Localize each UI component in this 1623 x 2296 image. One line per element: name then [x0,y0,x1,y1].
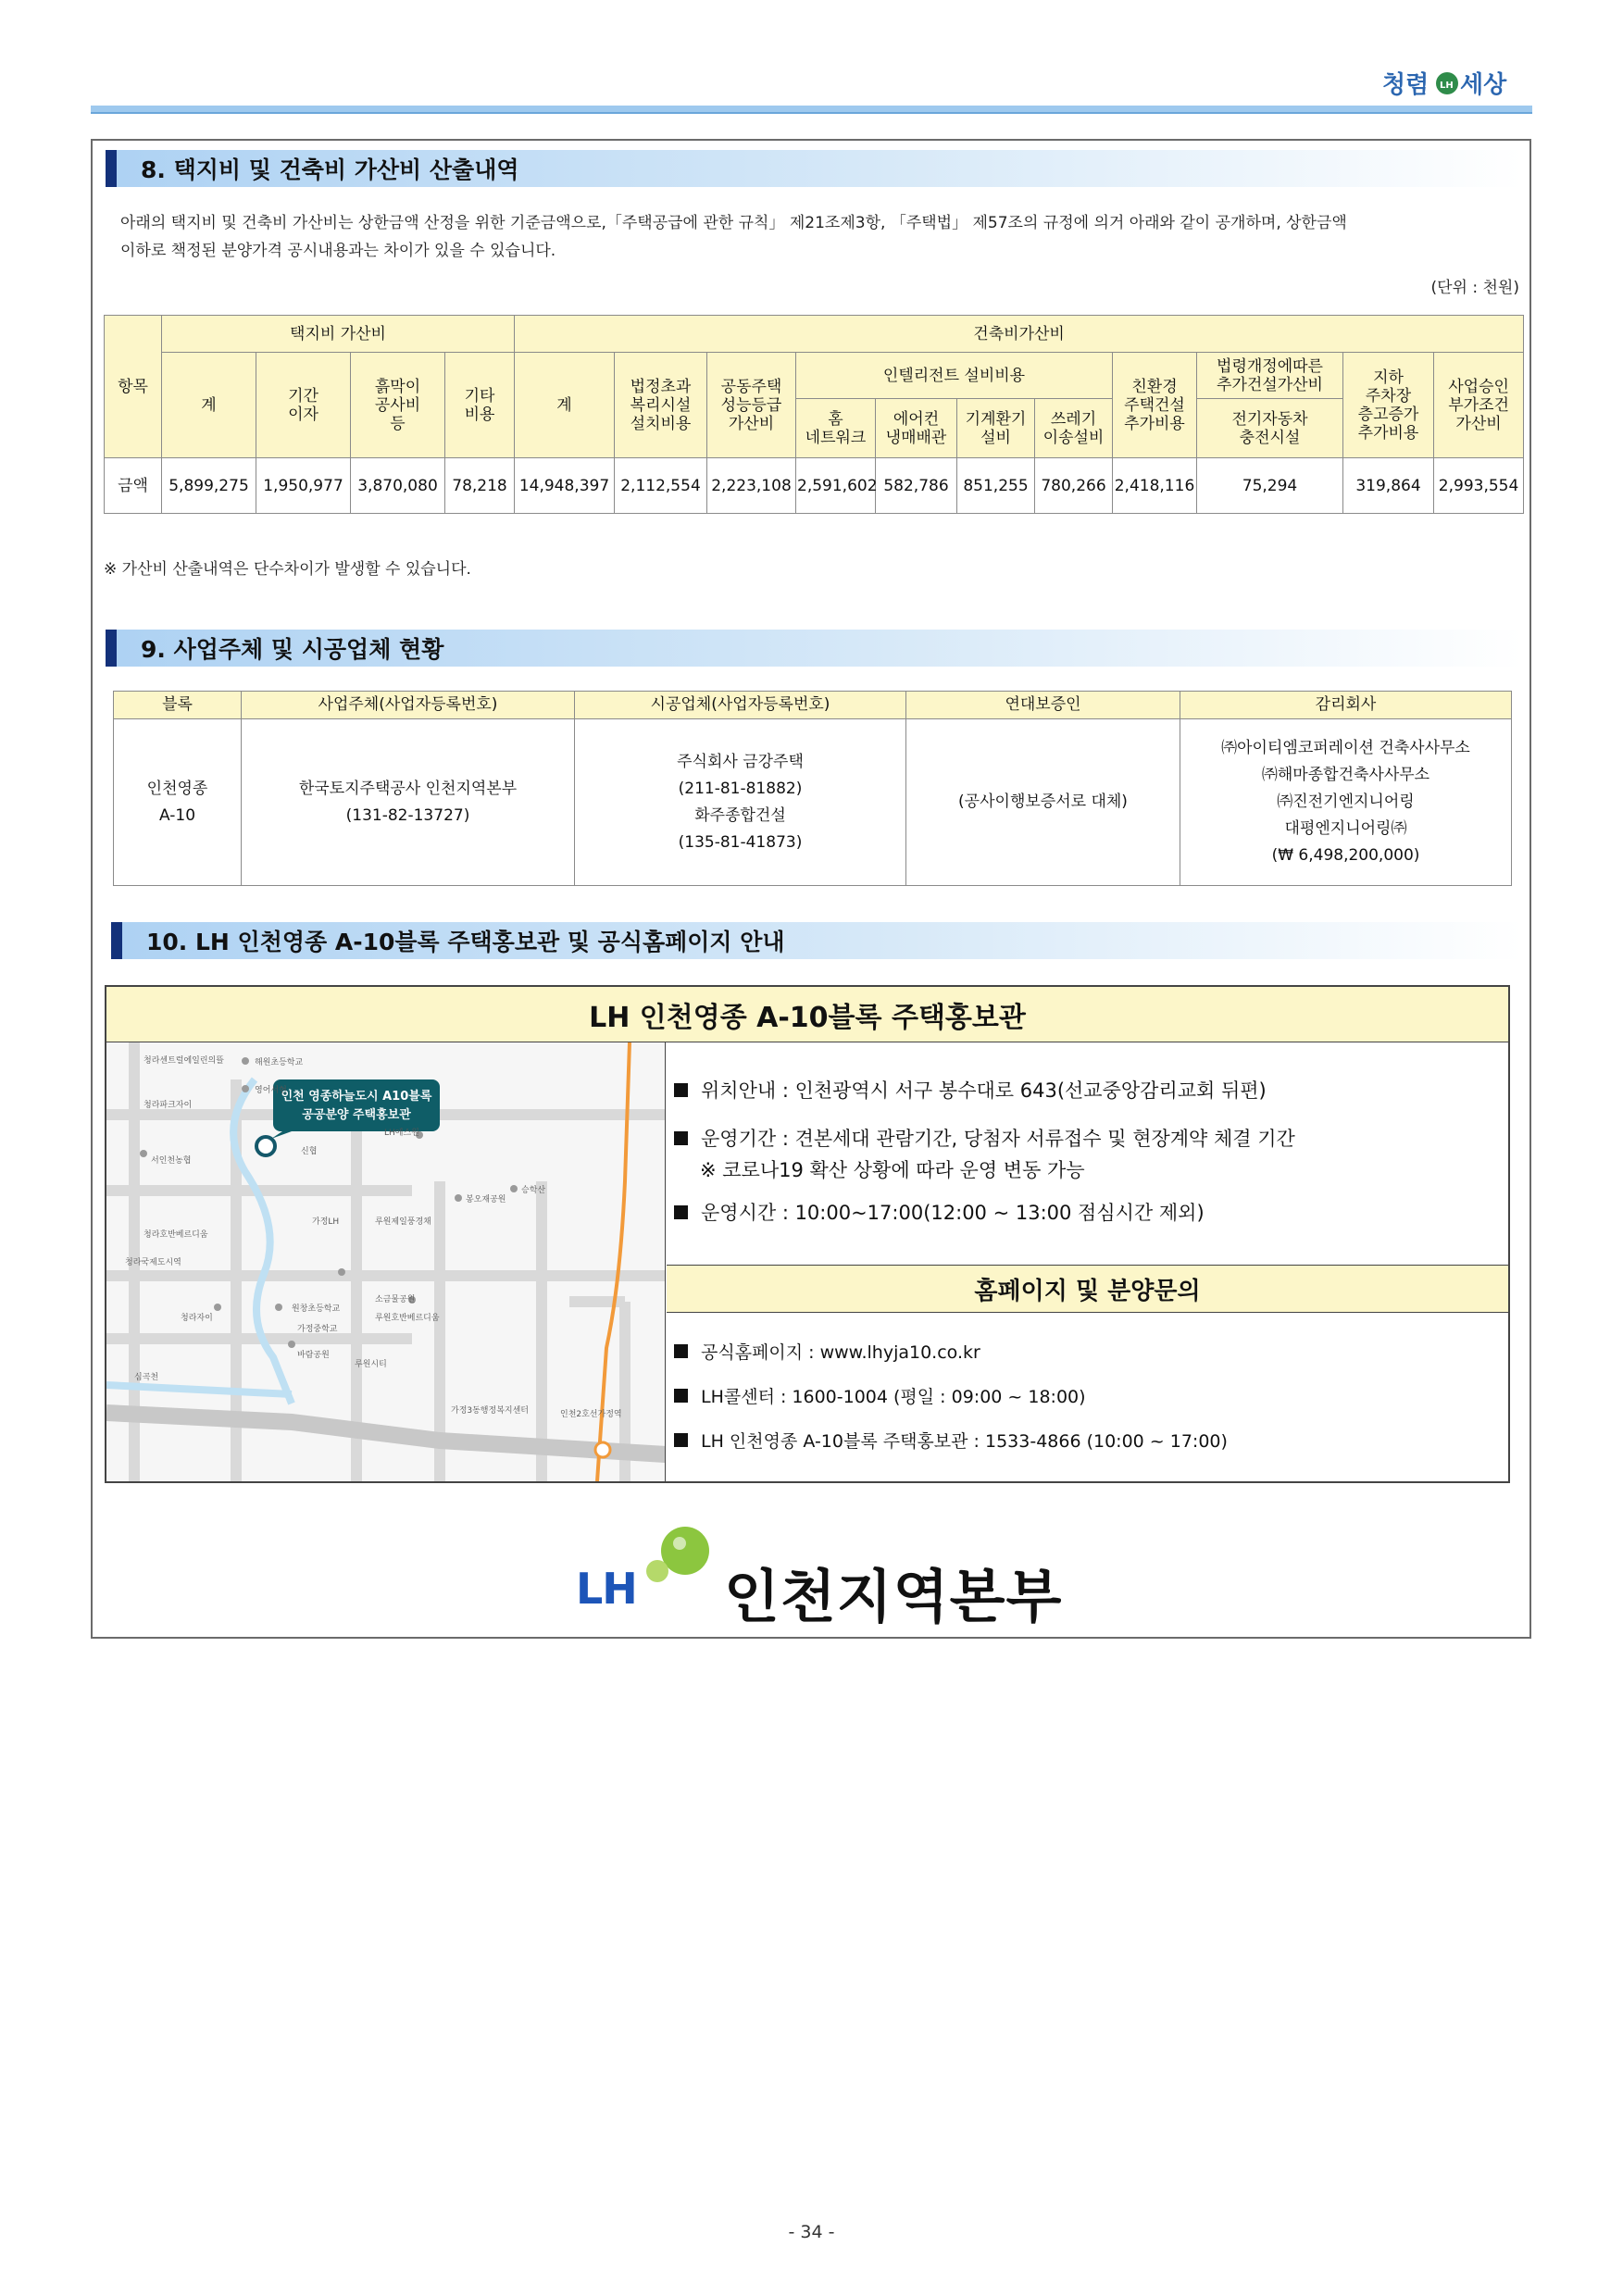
section9-title: 9. 사업주체 및 시공업체 현황 [117,630,1522,667]
brand-name: 인천지역본부 [724,1563,1063,1630]
paragraph-line: 이하로 책정된 분양가격 공시내용과는 차이가 있을 수 있습니다. [120,242,556,260]
value-cell: 2,112,554 [615,458,707,514]
map-label: 루원제일풍경채 [375,1217,431,1227]
ev-charger-header: 전기자동차 충전시설 [1197,399,1343,458]
law-change-header: 법령개정에따른 추가건설가산비 [1197,353,1343,399]
svg-text:LH: LH [1440,81,1454,91]
item-header: 항목 [105,316,162,458]
heading-marker [106,630,117,667]
bullet-icon [674,1433,688,1447]
unit-label: (단위 : 천원) [1430,279,1519,297]
block-header: 블록 [114,692,242,719]
value-cell: 319,864 [1343,458,1434,514]
value-cell: 5,899,275 [162,458,256,514]
section8-title: 8. 택지비 및 건축비 가산비 산출내역 [117,150,1522,187]
callcenter-line [674,1383,1086,1408]
approval-condition-header: 사업승인 부가조건 가산비 [1434,353,1524,458]
map-label: 승학산 [521,1186,546,1195]
location-line [674,1076,1267,1104]
supervisor-line: (₩ 6,498,200,000) [1271,846,1420,865]
supervisor-header: 감리회사 [1180,692,1512,719]
earth-retaining-header: 흙막이 공사비 등 [351,353,445,458]
map-label: 원창초등학교 [292,1304,341,1314]
map-label: 청라센트럴에일린의뜰 [144,1056,224,1066]
promo-phone-text: LH 인천영종 A-10블록 주택홍보관 : 1533-4866 (10:00 ~ 17:00) [701,1431,1228,1452]
value-cell: 3,870,080 [351,458,445,514]
map-graphic [106,1042,666,1481]
row-label: 금액 [105,458,162,514]
bullet-icon [674,1131,688,1145]
promo-box-title: LH 인천영종 A-10블록 주택홍보관 [106,987,1508,1042]
integrity-logo [1380,61,1519,104]
value-cell: 78,218 [445,458,515,514]
homepage-text[interactable]: 공식홈페이지 : www.lhyja10.co.kr [701,1342,980,1363]
promo-box [105,985,1510,1483]
svg-text:청렴: 청렴 [1382,71,1429,99]
business-table [113,691,1512,886]
builder-line: (211-81-81882) [678,779,803,798]
map-label: LH에스원 [384,1129,419,1138]
hours-text: 운영시간 : 10:00~17:00(12:00 ~ 13:00 점심시간 제외) [701,1202,1205,1224]
supervisor-line: ㈜진전기엔지니어링 [1277,792,1415,811]
block-line: A-10 [158,805,196,825]
location-text: 위치안내 : 인천광역시 서구 봉수대로 643(선교중앙감리교회 뒤편) [701,1079,1267,1102]
map-label: 소금물공원 [375,1295,416,1304]
map-label: 해원초등학교 [255,1058,304,1067]
supervisor-cell [1180,719,1512,886]
paragraph-line: 아래의 택지비 및 건축비 가산비는 상한금액 산정을 위한 기준금액으로,「주택공급에 관한 규칙」 제21조제3항, 「주택법」 제57조의 규정에 의거 아래와 같이 공개하며, 상한금액 [120,214,1347,232]
map-label: 루원시티 [355,1360,387,1369]
contact-title: 홈페이지 및 분양문의 [667,1265,1508,1313]
bullet-icon [674,1389,688,1403]
developer-line: (131-82-13727) [345,805,470,825]
map-label: 청라자이 [181,1314,213,1323]
parking-height-header: 지하 주차장 층고증가 추가비용 [1343,353,1434,458]
developer-header: 사업주체(사업자등록번호) [242,692,575,719]
intelligent-group-header: 인텔리전트 설비비용 [796,353,1113,399]
value-cell: 75,294 [1197,458,1343,514]
brand-lh-text: LH [576,1564,637,1614]
aircon-pipe-header: 에어컨 냉매배관 [876,399,957,458]
location-map [106,1042,666,1481]
heading-marker [111,922,122,959]
map-label: 청라파크자이 [144,1101,193,1110]
section8-paragraph [120,209,1528,265]
value-cell: 851,255 [957,458,1035,514]
supervisor-line: 대평엔지니어링㈜ [1284,819,1407,838]
section8-heading [106,150,1522,187]
section10-heading [111,922,1522,959]
value-cell: 780,266 [1035,458,1113,514]
integrity-logo-icon [1380,61,1519,104]
map-label: 영어서현 [255,1086,287,1095]
map-label: 서인천농협 [151,1156,192,1166]
period-line [674,1124,1295,1152]
period-text: 운영기간 : 견본세대 관람기간, 당첨자 서류접수 및 현장계약 체결 기간 [701,1128,1295,1150]
callcenter-text: LH콜센터 : 1600-1004 (평일 : 09:00 ~ 18:00) [701,1387,1086,1407]
lh-leaf-icon [643,1523,717,1588]
performance-grade-header: 공동주택 성능등급 가산비 [707,353,796,458]
map-label: 봉오재공원 [466,1195,506,1204]
developer-line: 한국토지주택공사 인천지역본부 [298,779,518,798]
promo-phone-line [674,1428,1228,1453]
build-total-header: 계 [515,353,615,458]
land-group-header: 택지비 가산비 [162,316,515,353]
section9-heading [106,630,1522,667]
builder-line: (135-81-41873) [678,832,803,852]
guarantor-cell: (공사이행보증서로 대체) [906,719,1180,886]
guarantor-header: 연대보증인 [906,692,1180,719]
promo-info [667,1042,1508,1481]
page-number: - 34 - [788,2222,835,2242]
legal-welfare-header: 법정초과 복리시설 설치비용 [615,353,707,458]
value-cell: 2,993,554 [1434,458,1524,514]
supervisor-line: ㈜아이티엠코퍼레이션 건축사사무소 [1221,739,1470,757]
lh-brand-logo [576,1523,1094,1630]
builder-header: 시공업체(사업자등록번호) [575,692,906,719]
waste-transport-header: 쓰레기 이송설비 [1035,399,1113,458]
bullet-icon [674,1344,688,1358]
map-label: 가정LH [312,1217,340,1227]
home-network-header: 홈 네트워크 [796,399,876,458]
value-cell: 2,223,108 [707,458,796,514]
map-callout-line1: 인천 영종하늘도시 A10블록 [281,1090,432,1104]
period-note: ※ 코로나19 확산 상황에 따라 운영 변동 가능 [700,1159,1085,1181]
cost-table [104,315,1524,514]
map-label: 청라국제도시역 [125,1258,181,1267]
build-group-header: 건축비가산비 [515,316,1524,353]
value-cell: 2,418,116 [1113,458,1197,514]
builder-line: 주식회사 금강주택 [677,752,804,771]
heading-marker [106,150,117,187]
value-cell: 14,948,397 [515,458,615,514]
block-cell [114,719,242,886]
block-line: 인천영종 [146,779,208,798]
map-label: 루원호반베르디움 [375,1314,440,1323]
map-label: 인천2호선가정역 [560,1410,622,1419]
interest-header: 기간 이자 [256,353,351,458]
builder-line: 화주종합건설 [694,805,786,825]
map-label: 심곡천 [134,1373,159,1382]
map-label: 청라호반베르디움 [144,1230,208,1240]
map-label: 가정중학교 [297,1325,338,1334]
section10-title: 10. LH 인천영종 A-10블록 주택홍보관 및 공식홈페이지 안내 [122,922,1522,959]
ventilation-header: 기계환기 설비 [957,399,1035,458]
hours-line [674,1198,1205,1226]
supervisor-line: ㈜해마종합건축사사무소 [1261,766,1430,784]
land-total-header: 계 [162,353,256,458]
map-label: 가정3동행정복지센터 [451,1406,529,1416]
developer-cell [242,719,575,886]
map-label: 바람공원 [297,1351,330,1360]
bullet-icon [674,1205,688,1219]
eco-housing-header: 친환경 주택건설 추가비용 [1113,353,1197,458]
rounding-note: ※ 가산비 산출내역은 단수차이가 발생할 수 있습니다. [104,560,471,579]
header-rule [91,106,1532,114]
map-label: 신협 [301,1147,318,1156]
value-cell: 1,950,977 [256,458,351,514]
svg-text:세상: 세상 [1460,71,1507,99]
bullet-icon [674,1083,688,1097]
value-cell: 2,591,602 [796,458,876,514]
value-cell: 582,786 [876,458,957,514]
builder-cell [575,719,906,886]
homepage-line [674,1339,980,1364]
map-callout-line2: 공공분양 주택홍보관 [302,1108,411,1122]
other-cost-header: 기타 비용 [445,353,515,458]
